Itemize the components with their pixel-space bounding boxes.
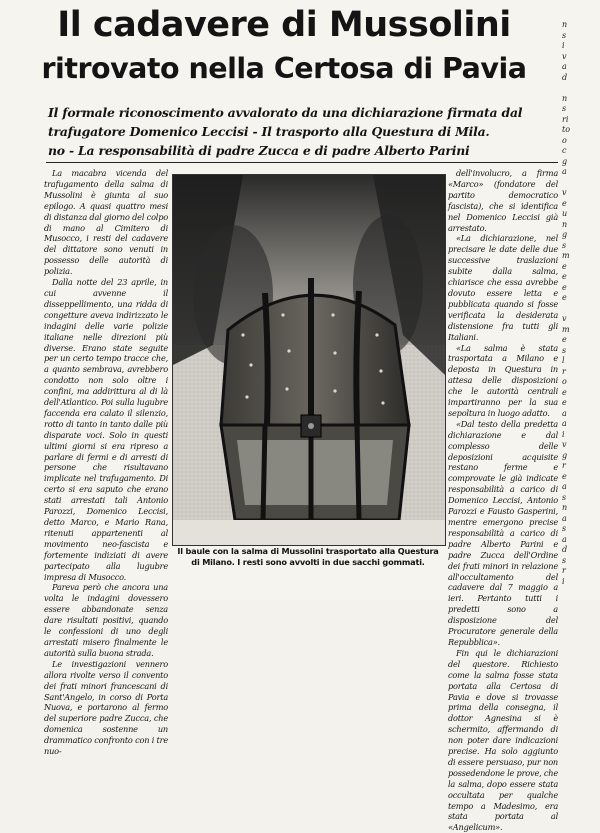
edge-fragment: d bbox=[562, 72, 568, 82]
edge-fragment: n bbox=[562, 20, 568, 29]
article-column-right bbox=[448, 168, 559, 833]
photo-caption-line: di Milano. I resti sono avvolti in due sacchi gommati. bbox=[191, 557, 425, 567]
edge-fragment: e bbox=[562, 398, 567, 407]
edge-fragment: a bbox=[562, 482, 567, 491]
edge-fragment: e bbox=[562, 471, 567, 481]
subheadline-line: no - La responsabilità di padre Zucca e di padre Alberto Parini bbox=[48, 143, 470, 158]
edge-fragment: e bbox=[562, 261, 567, 271]
edge-fragment bbox=[562, 83, 600, 94]
edge-fragment: v bbox=[562, 314, 567, 323]
trunk-photo-illustration bbox=[173, 175, 445, 545]
edge-fragment: v bbox=[562, 188, 567, 197]
article-paragraph: dell'involucro, a firma «Marco» (fondatore del partito democratico fascista), che si identifica nel Domenico Leccisi già arrestato. bbox=[448, 168, 558, 233]
edge-fragment bbox=[562, 178, 600, 189]
edge-fragment: r bbox=[562, 566, 566, 575]
edge-fragment: s bbox=[562, 555, 567, 565]
adjacent-column-fragment bbox=[562, 20, 600, 600]
edge-fragment: to bbox=[562, 125, 571, 134]
edge-fragment: e bbox=[562, 335, 567, 344]
subheadline-line: trafugatore Domenico Leccisi - Il trasporto alla Questura di Mila. bbox=[48, 124, 490, 139]
edge-fragment: o bbox=[562, 377, 567, 386]
article-column-left bbox=[44, 168, 168, 757]
headline-line-2: ritrovato nella Certosa di Pavia bbox=[41, 52, 527, 85]
edge-fragment: ri bbox=[562, 114, 569, 124]
edge-fragment: a bbox=[562, 408, 567, 418]
edge-fragment: s bbox=[562, 240, 567, 250]
article-paragraph: La macabra vicenda del trafugamento della salma di Mussolini è giunta al suo epilogo. A quasi quattro mesi di distanza dal giorno del colpo di mano al Cimitero di Musocco, i resti del cadavere del dittatore sono venuti in possesso delle autorità di polizia. bbox=[44, 168, 168, 277]
article-paragraph: Dalla notte del 23 aprile, in cui avvenne il disseppellimento, una ridda di congetture aveva indirizzato le indagini delle varie polizie italiane nelle direzioni più diverse. Erano state seguite per un certo tempo tracce che, a quanto sembrava, avrebbero condotto non solo oltre i confini, ma addirittura al di là dell'Atlantico. Poi sulla lugubre faccenda era calato il silenzio, rotto di tanto in tanto dalle più disparate voci. Solo in questi ultimi giorni si era ripreso a parlare di fermi e di arresti di persone che risultavano implicate nel trafugamento. Di certo si era saputo che erano stati arrestati tali Antonio Parozzi, Domenico Leccisi, detto Marco, e Mario Rana, ritenuti appartenenti al movimento neo-fascista e fortemente indiziati di avere partecipato alla lugubre impresa di Musocco. bbox=[44, 277, 168, 582]
edge-fragment: e bbox=[562, 282, 567, 292]
edge-fragment: i bbox=[562, 429, 565, 439]
article-paragraph: «La salma è stata trasportata a Milano e deposta in Questura in attesa delle disposizioni che le autorità centrali impartiranno per la sua sepoltura in luogo adatto. bbox=[448, 342, 558, 418]
edge-fragment: a bbox=[562, 534, 567, 544]
edge-fragment: a bbox=[562, 513, 567, 523]
subheadline-line: Il formale riconoscimento avvalorato da una dichiarazione firmata dal bbox=[48, 105, 523, 120]
edge-fragment: n bbox=[562, 93, 568, 103]
edge-fragment: l bbox=[562, 356, 565, 365]
edge-fragment: a bbox=[562, 62, 567, 71]
edge-fragment: i bbox=[562, 41, 565, 50]
edge-fragment: n bbox=[562, 219, 568, 229]
article-paragraph: Pareva però che ancora una volta le indagini dovessero essere abbandonate senza dare risultati positivi, quando le confessioni di uno degli arrestati misero finalmente le autorità sulla buona strada. bbox=[44, 582, 168, 658]
article-paragraph: Fin qui le dichiarazioni del questore. Richiesto come la salma fosse stata portata alla Certosa di Pavia e dove si trovasse prima della consegna, il dottor Agnesina si è schermito, affermando di non poter dare indicazioni precise. Ha solo aggiunto di essere persuaso, pur non possedendone le prove, che la salma, dopo essere stata occultata per qualche tempo a Madesimo, era stata portata al «Angelicum». bbox=[448, 647, 559, 833]
subheadline bbox=[48, 103, 548, 160]
edge-fragment: r bbox=[562, 461, 566, 470]
edge-fragment: v bbox=[562, 440, 567, 449]
article-paragraph: «Dal testo della predetta dichiarazione e dal complesso delle deposizioni acquisite restano ferme e comprovate le già indicate responsabilità a carico di Domenico Leccisi, Antonio Parozzi e Fausto Gasperini, mentre emergono precise responsabilità a carico di padre Alberto Parini e padre Zucca dell'Ordine dei frati minori in relazione all'occultamento del cadavere dal 7 maggio a ieri. Pertanto tutti i predetti sono a disposizione del Procuratore generale della Repubblica». bbox=[448, 418, 558, 647]
edge-fragment: e bbox=[562, 293, 567, 302]
edge-fragment: s bbox=[562, 104, 567, 113]
edge-fragment: c bbox=[562, 146, 567, 155]
edge-fragment: g bbox=[562, 230, 568, 239]
edge-fragment: e bbox=[562, 272, 567, 281]
edge-fragment: r bbox=[562, 366, 566, 376]
photo-caption bbox=[172, 546, 444, 568]
edge-fragment: n bbox=[562, 503, 568, 512]
edge-fragment: v bbox=[562, 51, 567, 61]
trunk-photo bbox=[172, 174, 446, 546]
edge-fragment: d bbox=[562, 545, 568, 554]
edge-fragment: i bbox=[562, 576, 565, 586]
edge-fragment: g bbox=[562, 156, 568, 166]
edge-fragment: a bbox=[562, 419, 567, 428]
article-paragraph: Le investigazioni vennero allora rivolte verso il convento dei frati minori francescani di Sant'Angelo, in corso di Porta Nuova, e portarono al fermo del superiore padre Zucca, che domenica sostenne un drammatico confronto con i tre nuo- bbox=[44, 658, 168, 757]
edge-fragment: a bbox=[562, 167, 567, 176]
edge-fragment: s bbox=[562, 345, 567, 355]
edge-fragment: s bbox=[562, 492, 567, 502]
edge-fragment: m bbox=[562, 324, 570, 334]
edge-fragment: e bbox=[562, 387, 567, 397]
edge-fragment: u bbox=[562, 209, 568, 218]
edge-fragment: e bbox=[562, 198, 567, 208]
headline-line-1: Il cadavere di Mussolini bbox=[57, 5, 511, 45]
edge-fragment: s bbox=[562, 30, 567, 40]
edge-fragment: m bbox=[562, 251, 570, 260]
edge-fragment: o bbox=[562, 135, 567, 145]
edge-fragment: s bbox=[562, 524, 567, 533]
photo-caption-line: Il baule con la salma di Mussolini trasportato alla Questura bbox=[177, 546, 439, 556]
divider-rule bbox=[46, 162, 558, 163]
edge-fragment bbox=[562, 304, 600, 315]
article-paragraph: «La dichiarazione, nel precisare le date delle due successive traslazioni subite dalla salma, chiarisce che essa avrebbe dovuto essere letta e pubblicata quando si fosse verificata la desiderata distensione fra tutti gli Italiani. bbox=[448, 233, 558, 342]
edge-fragment: g bbox=[562, 450, 568, 460]
